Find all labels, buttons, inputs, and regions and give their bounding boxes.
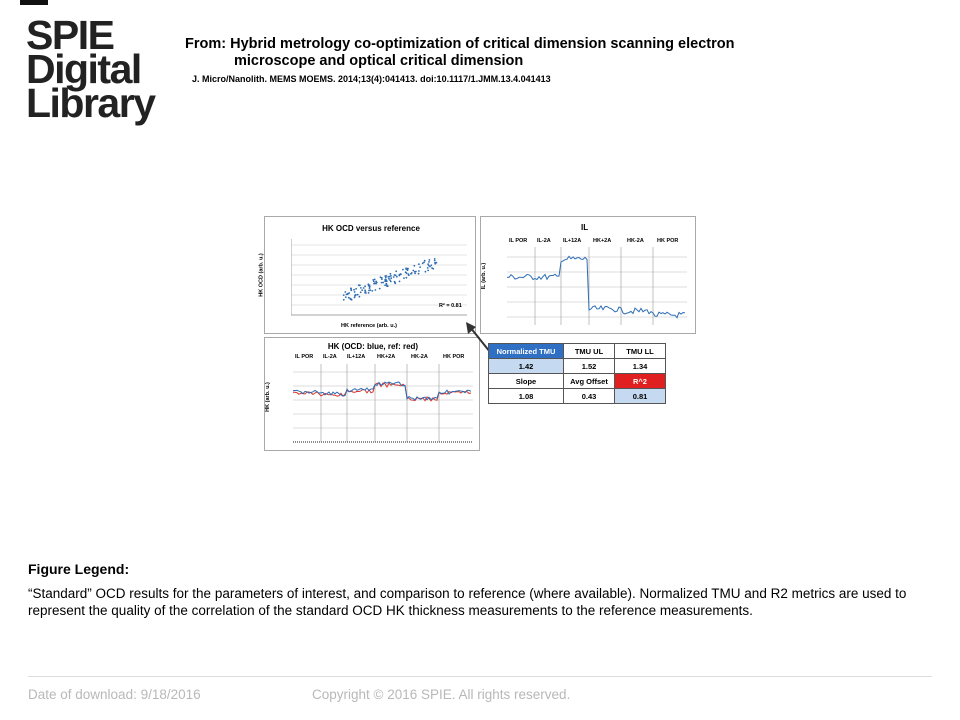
hk-title: HK (OCD: blue, ref: red)	[327, 342, 419, 351]
il-ylabel: IL (arb. u.)	[481, 262, 488, 290]
spie-logo	[26, 12, 156, 126]
hk-ref-line	[293, 383, 471, 401]
scatter-point	[434, 263, 436, 265]
scatter-point	[382, 282, 384, 284]
scatter-point	[390, 273, 392, 275]
scatter-point	[374, 279, 376, 281]
scatter-point	[368, 290, 370, 292]
table-row	[489, 389, 666, 404]
il-seg-4: HK+2A	[593, 238, 612, 244]
scatter-point	[354, 291, 356, 293]
scatter-point	[344, 291, 346, 293]
footer-divider	[28, 676, 932, 677]
il-seg-5: HK-2A	[627, 238, 644, 244]
article-title	[185, 36, 825, 70]
scatter-point	[418, 270, 420, 272]
scatter-point	[368, 292, 370, 294]
scatter-point	[360, 287, 362, 289]
tmu-table	[488, 343, 666, 404]
hk-chart	[293, 364, 475, 446]
hk-panel	[264, 337, 480, 451]
scatter-point	[413, 265, 415, 267]
scatter-point	[414, 271, 416, 273]
table-cell: 0.43	[564, 389, 615, 404]
scatter-point	[375, 289, 377, 291]
table-cell: R^2	[615, 374, 666, 389]
figure	[258, 213, 698, 453]
scatter-point	[400, 273, 402, 275]
logo-line-1: SPIE	[26, 12, 114, 58]
scatter-point	[428, 261, 430, 263]
scatter-point	[360, 291, 362, 293]
scatter-point	[403, 277, 405, 279]
scatter-point	[390, 277, 392, 279]
scatter-point	[343, 299, 345, 301]
scatter-point	[369, 287, 371, 289]
scatter-point	[425, 271, 427, 273]
scatter-point	[390, 281, 392, 283]
hk-ylabel: HK (arb. u.)	[264, 382, 271, 412]
scatter-point	[419, 266, 421, 268]
table-row	[489, 344, 666, 359]
scatter-point	[393, 276, 395, 278]
scatter-point	[350, 298, 352, 300]
il-segment-labels	[507, 237, 687, 247]
hk-seg-1: IL POR	[295, 354, 314, 360]
scatter-point	[424, 260, 426, 262]
scatter-point	[407, 268, 409, 270]
scatter-point	[375, 281, 377, 283]
scatter-xlabel: HK reference (arb. u.)	[341, 323, 397, 329]
scatter-point	[353, 289, 355, 291]
title-line-2: microscope and optical critical dimension	[234, 53, 524, 69]
scatter-point	[357, 294, 359, 296]
figure-legend-heading: Figure Legend:	[28, 561, 130, 577]
scatter-title: HK OCD versus reference	[322, 224, 420, 233]
hk-seg-2: IL-2A	[323, 354, 337, 360]
scatter-point	[406, 277, 408, 279]
scatter-point	[427, 270, 429, 272]
scatter-point	[361, 289, 363, 291]
scatter-point	[387, 285, 389, 287]
scatter-gridlines	[291, 245, 467, 305]
scatter-point	[354, 297, 356, 299]
scatter-points	[343, 258, 438, 301]
scatter-point	[405, 271, 407, 273]
scatter-point	[364, 285, 366, 287]
figure-legend-text: “Standard” OCD results for the parameters of interest, and comparison to reference (where available). Normalized TMU and R2 metrics are used to represent the quality of the correlation of the standard OCD HK thickness measurements to the reference measurements.	[28, 586, 907, 618]
scatter-point	[399, 281, 401, 283]
logo-line-2: Digital	[26, 46, 141, 92]
scatter-point	[395, 270, 397, 272]
citation: J. Micro/Nanolith. MEMS MOEMS. 2014;13(4):041413. doi:10.1117/1.JMM.13.4.041413	[192, 74, 551, 84]
table-cell: 1.42	[489, 359, 564, 374]
scatter-point	[371, 290, 373, 292]
scatter-point	[434, 258, 436, 260]
scatter-point	[396, 276, 398, 278]
scatter-point	[418, 263, 420, 265]
scatter-point	[346, 294, 348, 296]
scatter-point	[386, 280, 388, 282]
table-cell: 1.34	[615, 359, 666, 374]
scatter-point	[358, 284, 360, 286]
table-row	[489, 359, 666, 374]
scatter-point	[363, 287, 365, 289]
tmu-table-wrap	[488, 343, 666, 404]
scatter-point	[394, 274, 396, 276]
scatter-point	[374, 282, 376, 284]
scatter-point	[412, 270, 414, 272]
scatter-point	[430, 264, 432, 266]
il-panel	[480, 216, 696, 334]
scatter-point	[394, 282, 396, 284]
scatter-point	[380, 276, 382, 278]
scatter-point	[379, 288, 381, 290]
scatter-point	[384, 284, 386, 286]
scatter-point	[388, 278, 390, 280]
logo-accent-bar	[20, 0, 48, 5]
scatter-point	[385, 283, 387, 285]
scatter-point	[373, 281, 375, 283]
scatter-panel	[258, 216, 476, 334]
scatter-point	[402, 269, 404, 271]
scatter-point	[427, 267, 429, 269]
scatter-point	[348, 297, 350, 299]
scatter-point	[359, 296, 361, 298]
scatter-point	[418, 273, 420, 275]
scatter-point	[347, 293, 349, 295]
scatter-point	[434, 260, 436, 262]
table-cell: Normalized TMU	[489, 344, 564, 359]
il-seg-2: IL-2A	[537, 238, 551, 244]
table-cell: Avg Offset	[564, 374, 615, 389]
scatter-point	[384, 279, 386, 281]
download-date: Date of download: 9/18/2016	[28, 687, 201, 702]
scatter-point	[355, 288, 357, 290]
scatter-point	[381, 278, 383, 280]
copyright-notice: Copyright © 2016 SPIE. All rights reserved.	[312, 687, 571, 702]
il-chart	[507, 247, 689, 327]
scatter-point	[414, 273, 416, 275]
scatter-point	[422, 262, 424, 264]
scatter-point	[381, 282, 383, 284]
table-cell: Slope	[489, 374, 564, 389]
table-cell: 0.81	[615, 389, 666, 404]
scatter-point	[355, 294, 357, 296]
il-seg-3: IL+12A	[563, 238, 582, 244]
hk-seg-4: HK+2A	[377, 354, 396, 360]
scatter-point	[428, 265, 430, 267]
scatter-point	[431, 267, 433, 269]
il-title: IL	[581, 223, 589, 232]
hk-seg-5: HK-2A	[411, 354, 428, 360]
title-line-1: From: Hybrid metrology co-optimization of critical dimension scanning electron	[185, 36, 735, 52]
scatter-point	[345, 296, 347, 298]
table-cell: 1.08	[489, 389, 564, 404]
scatter-point	[405, 268, 407, 270]
table-cell: TMU UL	[564, 344, 615, 359]
scatter-point	[389, 276, 391, 278]
scatter-point	[385, 277, 387, 279]
hk-seg-3: IL+12A	[347, 354, 366, 360]
scatter-point	[384, 275, 386, 277]
il-seg-1: IL POR	[509, 238, 528, 244]
logo-line-3: Library	[26, 80, 155, 126]
hk-ocd-line	[293, 382, 471, 400]
il-seg-6: HK POR	[657, 238, 679, 244]
scatter-point	[343, 294, 345, 296]
scatter-point	[364, 289, 366, 291]
scatter-point	[429, 259, 431, 261]
scatter-point	[411, 272, 413, 274]
scatter-point	[408, 274, 410, 276]
hk-seg-6: HK POR	[443, 354, 465, 360]
scatter-point	[369, 284, 371, 286]
scatter-r2: R² = 0.81	[439, 303, 462, 309]
scatter-point	[350, 290, 352, 292]
table-cell: TMU LL	[615, 344, 666, 359]
table-row	[489, 374, 666, 389]
hk-segment-labels	[291, 353, 471, 363]
table-cell: 1.52	[564, 359, 615, 374]
scatter-ylabel: HK OCD (arb. u.)	[258, 253, 265, 297]
